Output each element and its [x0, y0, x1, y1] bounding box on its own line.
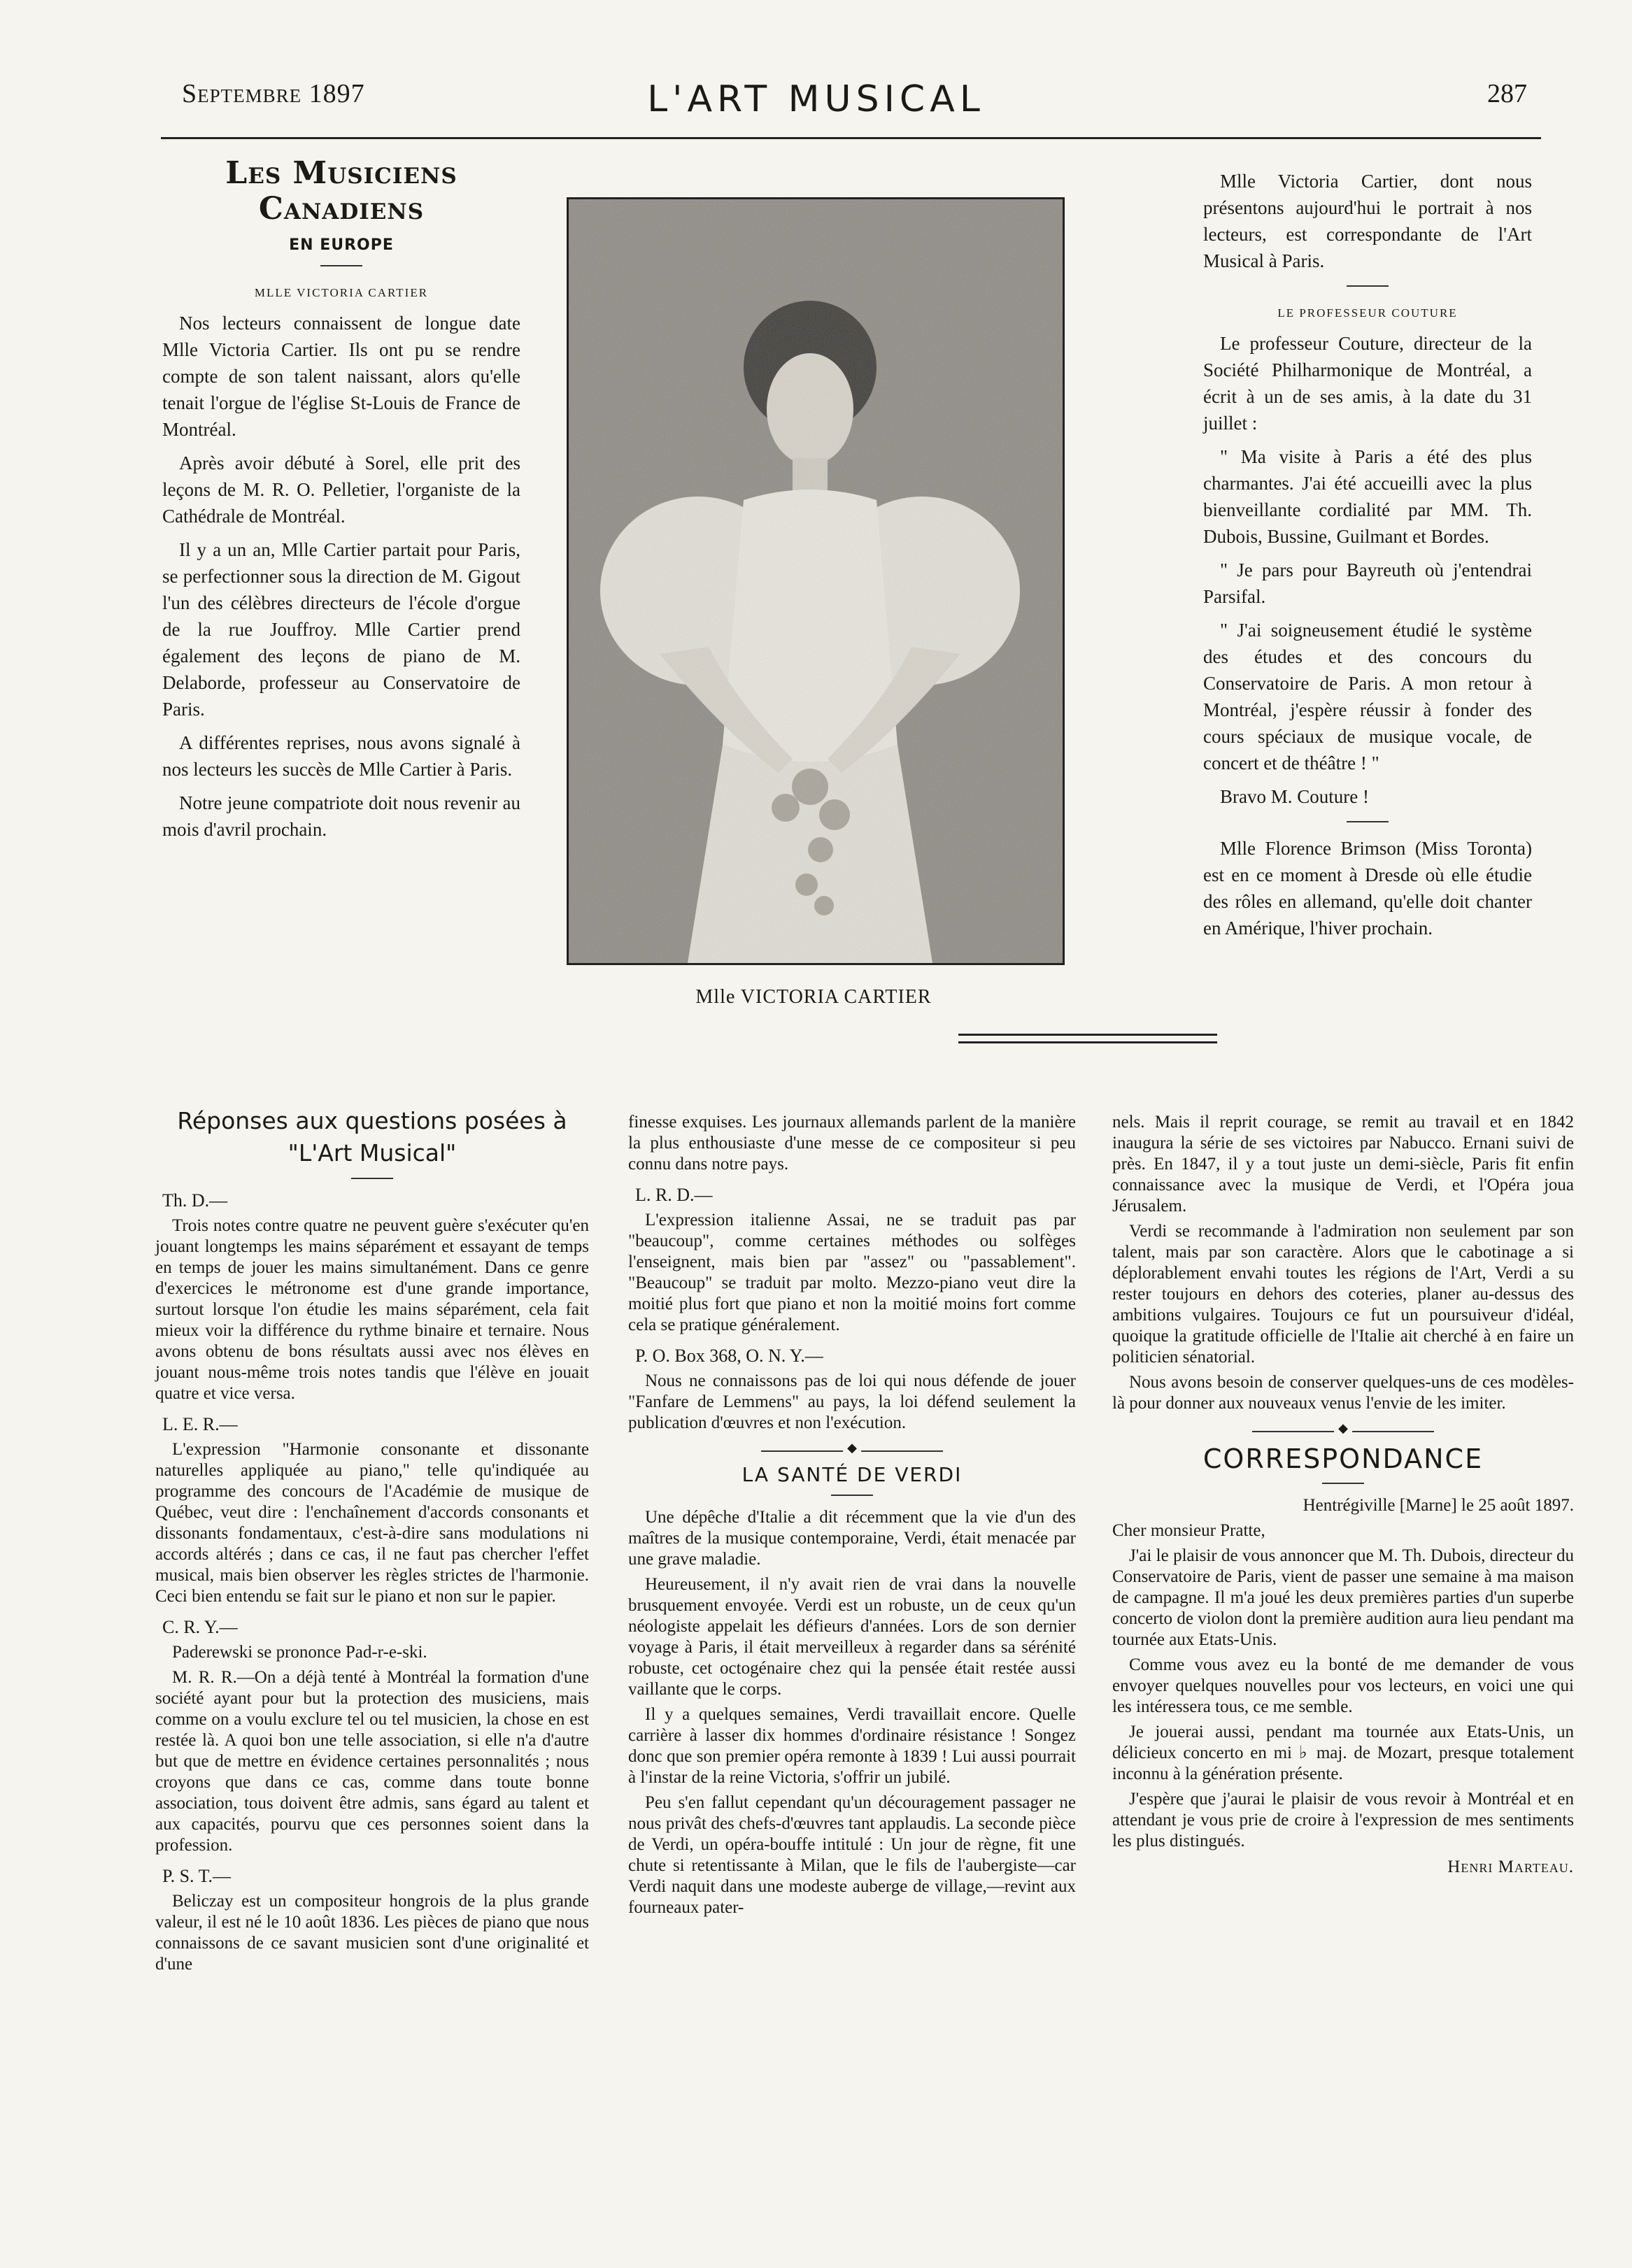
signature: Henri Marteau. — [1447, 1857, 1574, 1876]
right-top-column — [1203, 168, 1532, 948]
answer-text: M. R. R.—On a déjà tenté à Montréal la formation d'une société ayant pour but la protection des musiciens, mais comme on a voulu exclure tel ou tel musicien, la chose en est restée là. A quoi bon une telle association, si elle n'a d'autre but que de mettre en évidence certaines personnalités ; nous croyons que dans ce cas, comme dans toute bonne association, tous doivent être admis, sans égard au talent et aux capacités, pourvu que ces personnes soient dans la profession. — [155, 1668, 589, 1855]
paragraph: A différentes reprises, nous avons signalé à nos lecteurs les succès de Mlle Cartier à Paris. — [162, 732, 520, 780]
paragraph: Heureusement, il n'y avait rien de vrai dans la nouvelle brusquement envoyée. Verdi est un robuste, un de ceux qu'un néologiste appelait les défieurs d'années. Lors de son dernier voyage à Paris, il était merveilleux à regarder dans sa sérénité robuste, cet octogénaire chez qui la pensée était restée aussi vaillante que le corps. — [628, 1575, 1076, 1699]
article-subtitle: EN EUROPE — [289, 236, 394, 254]
divider — [320, 265, 362, 266]
answer-text: L'expression "Harmonie consonante et dissonante naturelles appliquée au piano," telle qu'indiquée au programme des concours de l'Académie de musique de Québec, veut dire : l'enchaînement d'accords consonants et dissonants fondamentaux, c'est-à-dire sans modulations ni accords altérés ; dans ce cas, il ne faut pas chercher l'effet musical, mais bien observer les règles strictes de l'harmonie. Ceci bien entendu se fait sur le piano et non sur le papier. — [155, 1440, 589, 1606]
paragraph: Notre jeune compatriote doit nous revenir au mois d'avril prochain. — [162, 792, 520, 840]
article-title: Les Musiciens Canadiens — [225, 155, 457, 227]
ornament-divider — [1252, 1427, 1434, 1436]
question-label: P. O. Box 368, O. N. Y.— — [635, 1346, 823, 1366]
paragraph: Nous avons besoin de conserver quelques-uns de ces modèles-là pour donner aux nouveaux venus l'envie de les imiter. — [1112, 1373, 1574, 1413]
paragraph: nels. Mais il reprit courage, se remit au travail et en 1842 inaugura la série de ses victoires par Nabucco. Ernani suivi de près. En 1847, il y a tout juste un demi-siècle, Paris fit enfin connaissance avec la musique de Verdi, et l'Opéra joua Jérusalem. — [1112, 1113, 1574, 1215]
paragraph: " Ma visite à Paris a été des plus charmantes. J'ai été accueilli avec la plus bienveillante cordialité par MM. Th. Dubois, Bussine, Guilmant et Bordes. — [1203, 446, 1532, 547]
canadiens-article — [162, 155, 520, 850]
paragraph: Verdi se recommande à l'admiration non seulement par son talent, mais par son caractère. Alors que le cabotinage a si déplorablement envahi toutes les régions de l'Art, Verdi a su rester toujours en dehors des coteries, planer au-dessus des ambitions vulgaires. Toujours ce fut un poursuiveur d'idéal, quoique la gratitude officielle de l'Italie ait cherché à en faire un politicien sénatorial. — [1112, 1222, 1574, 1367]
paragraph: Nos lecteurs connaissent de longue date Mlle Victoria Cartier. Ils ont pu se rendre compte de son talent naissant, alors qu'elle tenait l'orgue de l'église St-Louis de France de Montréal. — [162, 313, 520, 440]
question-label: P. S. T.— — [162, 1866, 232, 1886]
paragraph: Peu s'en fallut cependant qu'un découragement passager ne nous privât des chefs-d'œuvres tant applaudis. La seconde pièce de Verdi, un opéra-bouffe intitulé : Un jour de règne, fit une chute si retentissante à Milan, que le fils de l'aubergiste—car Verdi naquit dans une modeste auberge de village,—revint aux fourneaux pater- — [628, 1793, 1076, 1917]
section-title: Réponses aux questions posées à "L'Art Musical" — [177, 1107, 567, 1167]
question-label: Th. D.— — [162, 1190, 228, 1211]
answer-text: Paderewski se prononce Pad-r-e-ski. — [172, 1643, 427, 1662]
paragraph: Bravo M. Couture ! — [1220, 786, 1369, 807]
answer-text: Beliczay est un compositeur hongrois de la plus grande valeur, il est né le 10 août 1836. Les pièces de piano que nous connaissons de ce savant musicien sont d'une originalité et d'une — [155, 1892, 589, 1974]
answer-text: Trois notes contre quatre ne peuvent guère s'exécuter qu'en jouant longtemps les mains séparément et essayant de temps en temps de jouer les mains simultanément. Dans ce genre d'exercices le métronome est d'une grande importance, surtout lorsque l'on étudie les mains séparément, cela fait mieux voir la différence du rythme binaire et ternaire. Nous avons obtenu de bons résultats aussi avec nos élèves en jouant nous-même trois notes tandis que l'élève en jouait quatre et vice versa. — [155, 1216, 589, 1403]
divider — [1347, 285, 1389, 287]
portrait-image — [567, 197, 1065, 965]
paragraph: J'ai le plaisir de vous annoncer que M. Th. Dubois, directeur du Conservatoire de Paris, vient de passer une semaine à ma maison de campagne. Il m'a joué les deux premières parties d'un superbe concerto de violon dont la première audition aura lieu pendant ma tournée aux Etats-Unis. — [1112, 1546, 1574, 1649]
question-label: L. E. R.— — [162, 1414, 238, 1434]
paragraph: Je jouerai aussi, pendant ma tournée aux Etats-Unis, un délicieux concerto en mi ♭ maj. de Mozart, presque totalement inconnu à la génération présente. — [1112, 1723, 1574, 1783]
question-label: C. R. Y.— — [162, 1617, 238, 1637]
divider — [351, 1178, 393, 1179]
section-divider — [958, 1034, 1217, 1049]
paragraph: Comme vous avez eu la bonté de me demander de vous envoyer quelques nouvelles pour vos lecteurs, en voici une qui les intéressera tous, ce me semble. — [1112, 1655, 1574, 1716]
divider — [831, 1495, 873, 1496]
letter-dateline: Hentrégiville [Marne] le 25 août 1897. — [1303, 1496, 1574, 1515]
paragraph: J'espère que j'aurai le plaisir de vous revoir à Montréal et en attendant je vous prie de croire à l'expression de mes sentiments les plus distingués. — [1112, 1790, 1574, 1850]
section-head: LE PROFESSEUR COUTURE — [1277, 306, 1458, 320]
header-rule — [161, 137, 1541, 139]
paragraph: Après avoir débuté à Sorel, elle prit des leçons de M. R. O. Pelletier, l'organiste de la Cathédrale de Montréal. — [162, 452, 520, 527]
divider — [1322, 1483, 1364, 1484]
middle-column — [628, 1112, 1076, 1923]
paragraph: Mlle Victoria Cartier, dont nous présentons aujourd'hui le portrait à nos lecteurs, est correspondante de l'Art Musical à Paris. — [1203, 171, 1532, 271]
paragraph: Une dépêche d'Italie a dit récemment que la vie d'un des maîtres de la musique contemporaine, Verdi, était menacée par une grave maladie. — [628, 1508, 1076, 1569]
letter-salutation: Cher monsieur Pratte, — [1112, 1521, 1265, 1540]
paragraph: Il y a un an, Mlle Cartier partait pour Paris, se perfectionner sous la direction de M. Gigout l'un des célèbres directeurs de l'école d'orgue de la rue Jouffroy. Mlle Cartier prend également des leçons de piano de M. Delaborde, professeur au Conservatoire de Paris. — [162, 539, 520, 720]
paragraph: finesse exquises. Les journaux allemands parlent de la manière la plus enthousiaste d'une messe de ce compositeur si peu connu dans notre pays. — [628, 1113, 1076, 1174]
page-number: 287 — [1487, 79, 1527, 108]
section-title: CORRESPONDANCE — [1202, 1443, 1484, 1474]
paragraph: Il y a quelques semaines, Verdi travaillait encore. Quelle carrière à lasser dix hommes d'ordinaire résistance ! Songez donc que son premier opéra remonte à 1839 ! Lui aussi pourrait à l'instar de la reine Victoria, s'offrir un jubilé. — [628, 1705, 1076, 1787]
reponses-column — [155, 1105, 589, 1979]
answer-text: Nous ne connaissons pas de loi qui nous défende de jouer "Fanfare de Lemmens" au pays, la loi défend seulement la publication d'œuvres et non l'exécution. — [628, 1371, 1076, 1432]
paragraph: " Je pars pour Bayreuth où j'entendrai Parsifal. — [1203, 559, 1532, 607]
right-column — [1112, 1112, 1574, 1877]
ornament-divider — [761, 1446, 943, 1456]
section-head: MLLE VICTORIA CARTIER — [254, 286, 429, 299]
masthead: L'ART MUSICAL — [647, 78, 985, 120]
paragraph: Le professeur Couture, directeur de la Société Philharmonique de Montréal, a écrit à un de ses amis, à la date du 31 juillet : — [1203, 333, 1532, 434]
divider — [1347, 821, 1389, 822]
section-title: LA SANTÉ DE VERDI — [742, 1463, 963, 1486]
paragraph: " J'ai soigneusement étudié le système des études et des concours du Conservatoire de Paris. A mon retour à Montréal, j'espère réussir à fonder des cours spéciaux de musique vocale, de concert et de théâtre ! " — [1203, 620, 1532, 773]
portrait-caption: Mlle VICTORIA CARTIER — [695, 986, 932, 1008]
question-label: L. R. D.— — [635, 1185, 713, 1205]
answer-text: L'expression italienne Assai, ne se traduit pas par "beaucoup", comme certaines méthodes ou solfèges l'enseignent, mais bien par "assez" ou "passablement". "Beaucoup" se traduit par molto. Mezzo-piano veut dire la moitié plus fort que piano et non la moitié moins fort comme cela se pratique généralement. — [628, 1211, 1076, 1334]
paragraph: Mlle Florence Brimson (Miss Toronta) est en ce moment à Dresde où elle étudie des rôles en allemand, qu'elle doit chanter en Amérique, l'hiver prochain. — [1203, 838, 1532, 939]
issue-date: Septembre 1897 — [182, 79, 365, 108]
